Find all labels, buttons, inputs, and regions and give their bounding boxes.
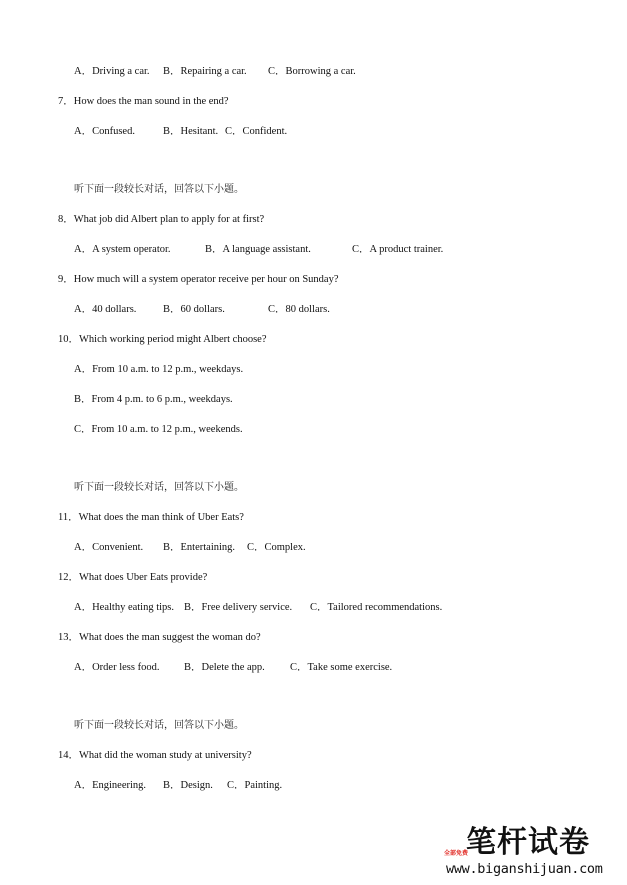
answer-option: B．60 dollars. bbox=[163, 304, 225, 315]
answer-option: C．Complex. bbox=[247, 542, 306, 553]
answer-option: B．Design. bbox=[163, 780, 213, 791]
question-text: 9．How much will a system operator receive per hour on Sunday? bbox=[58, 274, 339, 285]
answer-option: A．A system operator. bbox=[74, 244, 171, 255]
answer-option: A．Order less food. bbox=[74, 662, 160, 673]
answer-option: A．Engineering. bbox=[74, 780, 147, 791]
question-text: 14．What did the woman study at university? bbox=[58, 750, 252, 761]
answer-option: B．Delete the app. bbox=[184, 662, 265, 673]
answer-option: A．Confused. bbox=[74, 126, 135, 137]
question-text: 7．How does the man sound in the end? bbox=[58, 96, 229, 107]
answer-option: A．40 dollars. bbox=[74, 304, 137, 315]
question-text: 8．What job did Albert plan to apply for at first? bbox=[58, 214, 265, 225]
answer-option: C．Borrowing a car. bbox=[268, 66, 356, 77]
answer-option: B．A language assistant. bbox=[205, 244, 311, 255]
answer-option: C．Tailored recommendations. bbox=[310, 602, 443, 613]
question-text: 10．Which working period might Albert choose? bbox=[58, 334, 267, 345]
answer-option: C．Confident. bbox=[225, 126, 288, 137]
answer-option: B．Repairing a car. bbox=[163, 66, 247, 77]
answer-option: A．Healthy eating tips. bbox=[74, 602, 175, 613]
answer-option: C．Painting. bbox=[227, 780, 283, 791]
answer-option: C．A product trainer. bbox=[352, 244, 444, 255]
answer-option: A．Convenient. bbox=[74, 542, 144, 553]
section-instruction: 听下面一段较长对话，回答以下小题。 bbox=[74, 720, 244, 731]
watermark-logo bbox=[440, 826, 620, 882]
answer-option: C．Take some exercise. bbox=[290, 662, 393, 673]
answer-option: B．Hesitant. bbox=[163, 126, 219, 137]
answer-option: C．80 dollars. bbox=[268, 304, 330, 315]
watermark-title: 笔杆试卷 bbox=[466, 825, 590, 860]
answer-option: A．From 10 a.m. to 12 p.m., weekdays. bbox=[74, 364, 244, 375]
answer-option: B．From 4 p.m. to 6 p.m., weekdays. bbox=[74, 394, 233, 405]
answer-option: A．Driving a car. bbox=[74, 66, 150, 77]
answer-option: C．From 10 a.m. to 12 p.m., weekends. bbox=[74, 424, 243, 435]
question-text: 12．What does Uber Eats provide? bbox=[58, 572, 208, 583]
question-text: 11．What does the man think of Uber Eats? bbox=[58, 512, 244, 523]
section-instruction: 听下面一段较长对话，回答以下小题。 bbox=[74, 184, 244, 195]
watermark-url: www.biganshijuan.com bbox=[446, 861, 603, 877]
section-instruction: 听下面一段较长对话，回答以下小题。 bbox=[74, 482, 244, 493]
watermark-tag: 全部免费 bbox=[444, 850, 469, 857]
answer-option: B．Free delivery service. bbox=[184, 602, 293, 613]
question-text: 13．What does the man suggest the woman do? bbox=[58, 632, 261, 643]
answer-option: B．Entertaining. bbox=[163, 542, 236, 553]
